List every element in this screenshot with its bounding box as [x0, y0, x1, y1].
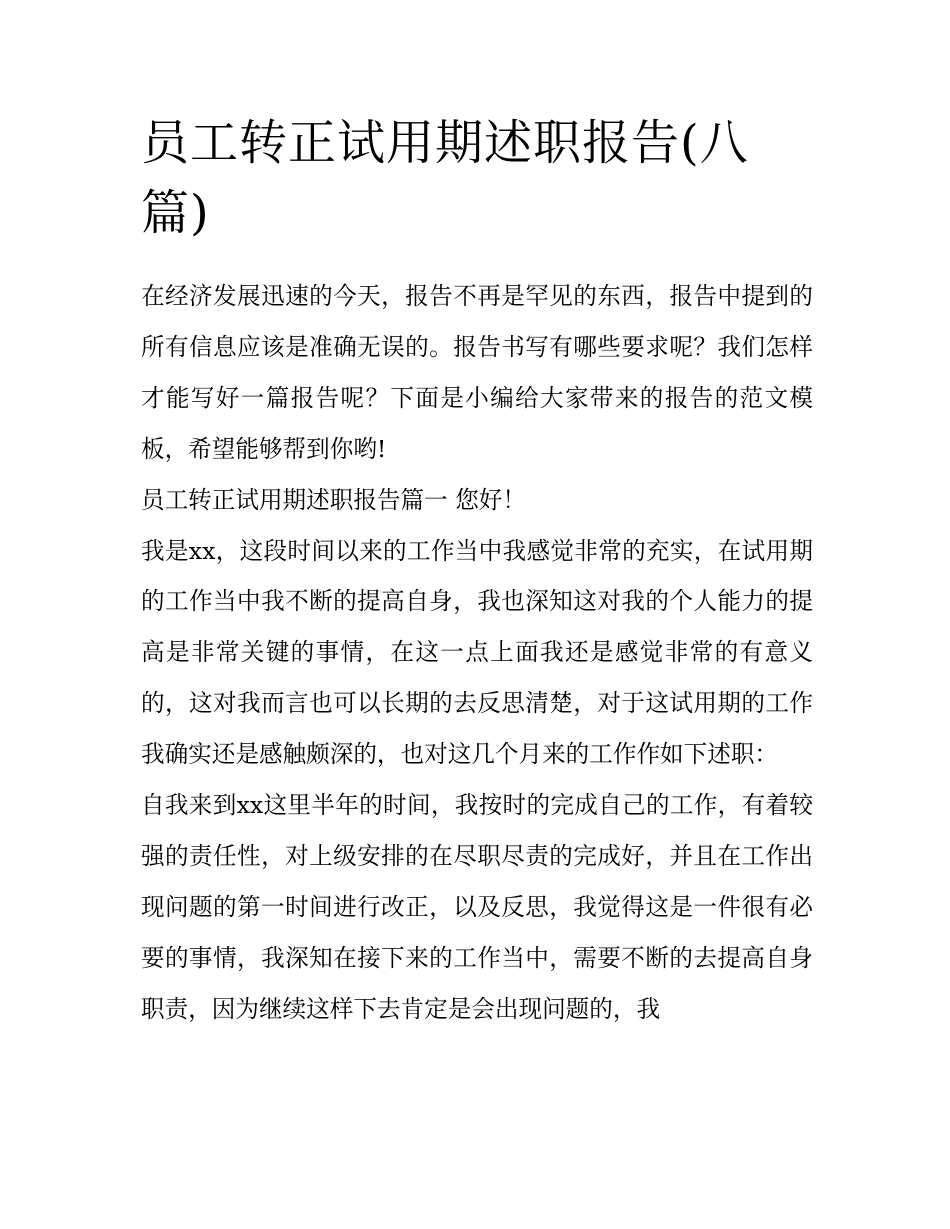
body-paragraph: 我是xx，这段时间以来的工作当中我感觉非常的充实，在试用期的工作当中我不断的提高自身，我也深知这对我的个人能力的提高是非常关键的事情，在这一点上面我还是感觉非常的有意义的，这对我而言也可以长期的去反思清楚，对于这试用期的工作我确实还是感触颇深的，也对这几个月来的工作作如下述职：: [141, 536, 813, 769]
body-paragraph: 自我来到xx这里半年的时间，我按时的完成自己的工作，有着较强的责任性，对上级安排的在尽职尽责的完成好，并且在工作出现问题的第一时间进行改正，以及反思，我觉得这是一件很有必要的事情，我深知在接下来的工作当中，需要不断的去提高自身职责，因为继续这样下去肯定是会出现问题的，我: [141, 791, 813, 1023]
section-heading-paragraph: 员工转正试用期述职报告篇一 您好！: [141, 485, 526, 514]
intro-paragraph: 在经济发展迅速的今天，报告不再是罕见的东西，报告中提到的所有信息应该是准确无误的。报告书写有哪些要求呢？我们怎样才能写好一篇报告呢？下面是小编给大家带来的报告的范文模板，希望能够帮到你哟!: [141, 282, 813, 463]
document-title: 员工转正试用期述职报告(八篇): [141, 115, 749, 241]
document-body: [141, 108, 813, 1035]
